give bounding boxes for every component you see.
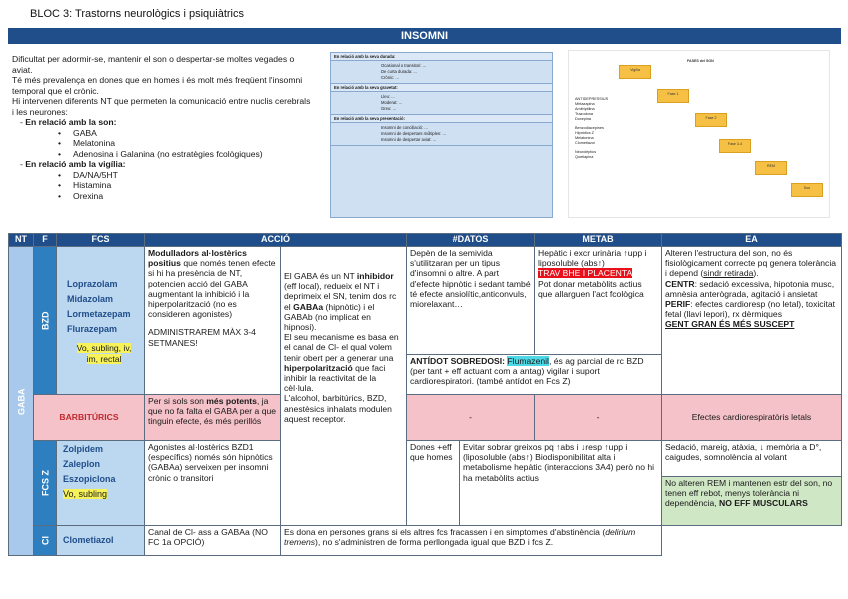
cl-drug [57,526,145,556]
bzd-ea [662,247,842,395]
diagram-drug: Clometiazol [575,141,595,145]
mini-table-heading: En relació amb la seva gravetat: [331,84,552,92]
metab-text: Hepàtic i excr urinària ↑upp i liposoluble (abs↑) [538,248,647,269]
header-datos: #DATOS [407,234,535,247]
header-nt: NT [9,234,34,247]
metab-highlight: TRAV BHE I PLACENTA [538,268,633,279]
fcsz-datos: Dones +eff que homes [407,441,460,526]
son-label: En relació amb la son: [25,117,117,127]
barb-text: Per si sols son [148,396,207,406]
drug-table [8,233,842,556]
diagram-drug: Amitriptilina [575,107,595,111]
diagram-drug-list [575,97,627,160]
barbiturics-ea: Efectes cardiorespiratòris letals [662,395,842,441]
diagram-drug: Melatonina [575,136,594,140]
vigilia-item: • Histamina [74,180,312,191]
drug-name: Loprazolam [67,279,118,290]
mech-text: El seu mecanisme es basa en el canal de Cl- el qual volem tenir obert per a generar una [284,332,399,363]
fcsz-metab: Evitar sobrar greixos pq ↑abs i ↓resp ↑upp i (liposoluble (abs↑) Biodisponibilitat alta i metabolisme hepàtic (interaccions 3A4) però no hi ha metabòlits actius [460,441,662,526]
drug-name: Flurazepam [67,324,118,335]
mini-table-item: Moderat: ... [381,100,403,105]
barbiturics-accio [145,395,281,441]
fcsz-ea [662,441,842,526]
son-item: • Melatonina [74,138,312,149]
diagram-stage: Fase 3-4 [719,139,751,153]
bzd-routes [67,343,141,363]
header-fcs: FCS [57,234,145,247]
header-f: F [34,234,57,247]
bzd-drugs [57,247,145,395]
intro-paragraph-3: Hi intervenen diferents NT que permeten la comunicació entre nuclis cerebrals i les neurones: [12,96,311,117]
ea-bold: NO EFF MUSCULARS [719,498,808,509]
mini-table-item: Ocasional o transitori: ... [381,63,427,68]
cl-datos [281,526,662,556]
ea-text: No alteren REM i mantenen estr del son, no tenen eff rebot, menys tolerància ni dependència, [665,478,833,509]
vigilia-label: En relació amb la vigília: [25,159,126,169]
drug-name: Zolpidem [63,444,103,454]
ea-warning: GENT GRAN ÉS MÉS SUSCEPT [665,319,795,330]
ea-label: PERIF [665,299,691,310]
document-title: BLOC 3: Trastorns neurològics i psiquiàtrics [30,8,244,20]
fcsz-drugs [57,441,145,526]
bzd-accio-note: ADMINISTRAREM MÀX 3-4 SETMANES! [148,327,256,348]
diagram-drug: Neuroléptics [575,150,597,154]
bzd-datos: Depèn de la semivida s'utilitzaran per un tipus d'insomni o altre. A part d'efecte hipnòtic i sedant també té efecte ansiolític,anticonvuls, miorelaxant… [407,247,535,355]
classification-table-image [330,52,553,218]
drug-name: Lormetazepam [67,309,131,320]
section-banner: INSOMNI [8,28,841,44]
bzd-metab [535,247,662,355]
intro-paragraph-1: Dificultat per adormir-se, mantenir el son o despertar-se moltes vegades o aviat. [12,54,295,75]
nt-list [25,117,312,201]
mini-table-heading: En relació amb la seva durada: [331,53,552,61]
mini-table-item: Insomni de despertar aviat: ... [381,137,437,142]
fcsz-accio: Agonistes al·lostèrics BZD1 (específics) només són hipnòtics (GABAa) serveixen per insomni crònic o transitori [145,441,281,526]
diagram-stage: Fase 1 [657,89,689,103]
diagram-drug: Hipnòtics Z [575,131,594,135]
mini-table-item: Lleu: ... [381,94,395,99]
diagram-stage: Vigília [619,65,651,79]
gaba-mechanism [281,247,407,526]
ea-text: : efectes cardioresp (no letal), toxicitat fetal (llavi lepori), rx dèrmiques [665,299,836,320]
cl-text: ), no s'administren de forma perllongada igual que BZD i fcs Z. [315,537,554,548]
son-item: • Adenosina i Galanina (no estratègies fcològiques) [74,149,312,160]
intro-paragraph-2: Té més prevalença en dones que en homes i és molt més freqüent l'insomni temporal que el crònic. [12,75,303,96]
fcsz-ea-positive [662,477,841,525]
ea-label: CENTR [665,278,695,289]
bzd-accio [145,247,281,395]
vigilia-item: • Orexina [74,191,312,202]
drug-name: Clometiazol [63,535,114,545]
diagram-drug: Mirtazapina [575,102,595,106]
barb-bold: més potents [206,396,257,406]
drug-name: Zaleplon [63,459,101,469]
antidot-text: , és ag parcial de rc BZD (per tant + eff actuant com a antag) vigilar i suport cardiorespiratori. (també antídot en Fcs Z) [410,356,644,387]
barbiturics-datos: - [407,395,535,441]
bzd-accio-title: Modulladors al·lostèrics positius [148,248,247,269]
mech-bold: inhibidor [356,271,394,281]
ea-text: : sedació excessiva, hipotonia musc, amnèsia anterògrada, agitació i ansietat [665,278,835,299]
mini-table-item: Greu: ... [381,106,397,111]
mech-text: que faci inhibir la reactivitat de la cèl·lula. [284,362,386,394]
son-item: • GABA [74,128,312,139]
mini-table-item: Insomni de conciliació: ... [381,125,428,130]
diagram-drug: Quetiapina [575,155,594,159]
mech-text: El GABA és un NT [284,271,357,281]
intro-text [12,54,312,201]
diagram-drug: Doxepina [575,117,592,121]
drug-name: Midazolam [67,294,114,305]
nt-gaba: GABA [9,247,34,556]
family-bzd: BZD [34,247,57,395]
bzd-accio-text: que només tenen efecte si hi ha presència de NT, potencien acció del GABA augmentant la inhibició i la hiperpolarització (no es consideren agonistes) [148,258,276,320]
bzd-routes-text: Vo, subling, iv, im, rectal [76,343,132,364]
barbiturics-metab: - [535,395,662,441]
diagram-drug: ANTIDEPRESSIUS [575,97,609,101]
diagram-title: FASES del SON [687,59,714,63]
cl-text: Es dona en persones grans si els altres fcs fracassen i en simptomes d'abstinència ( [284,527,606,537]
fcsz-routes: Vo, subling [63,489,108,499]
ea-text: ). [753,268,759,279]
sleep-phases-diagram [568,50,830,218]
cl-accio: Canal de Cl- ass a GABAa (NO FC 1a OPCIÓ) [145,526,281,556]
mini-table-item: De curta durada: ... [381,69,417,74]
mini-table-item: Crònic: ... [381,75,399,80]
mech-text: L'alcohol, barbitúrics, BZD, anestèsics inhalats modulen aquest receptor. [284,393,392,424]
family-fcsz: FCS Z [34,441,57,526]
diagram-stage: REM [755,161,787,175]
drug-name: Eszopiclona [63,474,116,484]
mech-bold: GABAa [293,301,324,312]
mech-text: (hipnòtic) i el GABAb (no implicat en hipnosi). [284,301,375,333]
header-metab: METAB [535,234,662,247]
mini-table-item: Insomni de despertars múltiples: ... [381,131,446,136]
family-cl: Cl [34,526,57,556]
diagram-stage: Son [791,183,823,197]
metab-text: Pot donar metabòlits actius que allarguen l'act fcològica [538,278,644,299]
antidot-label: ANTÍDOT SOBREDOSI: [410,356,508,366]
diagram-drug: Trazodona [575,112,594,116]
bzd-antidot [407,355,662,395]
header-accio: ACCIÓ [145,234,407,247]
diagram-stage: Fase 2 [695,113,727,127]
barb-text: , ja que no fa falta el GABA per a que tinguin efecte, és més perillós [148,396,277,427]
cl-italic: delirium tremens [284,527,636,548]
vigilia-item: • DA/NA/5HT [74,170,312,181]
ea-underline: sindr retirada [703,268,754,279]
mech-text: (eff local), redueix el NT i deprimeix el SN, tenim dos rc el [284,281,397,312]
mech-bold: hiperpolarització [284,362,353,373]
diagram-drug: Benzodiacepines [575,126,604,130]
header-ea: EA [662,234,842,247]
ea-text: Alteren l'estructura del son, no és fisiològicament correcte pq genera tolerància i depend ( [665,248,837,279]
mini-table-heading: En relació amb la seva presentació: [331,115,552,123]
antidot-highlight: Flumazenil [507,356,549,366]
barbiturics-name: BARBITÚRICS [34,395,145,441]
fcsz-ea-text: Sedació, mareig, atàxia, ↓ memòria a D°, caigudes, somnolència al volant [662,441,841,477]
